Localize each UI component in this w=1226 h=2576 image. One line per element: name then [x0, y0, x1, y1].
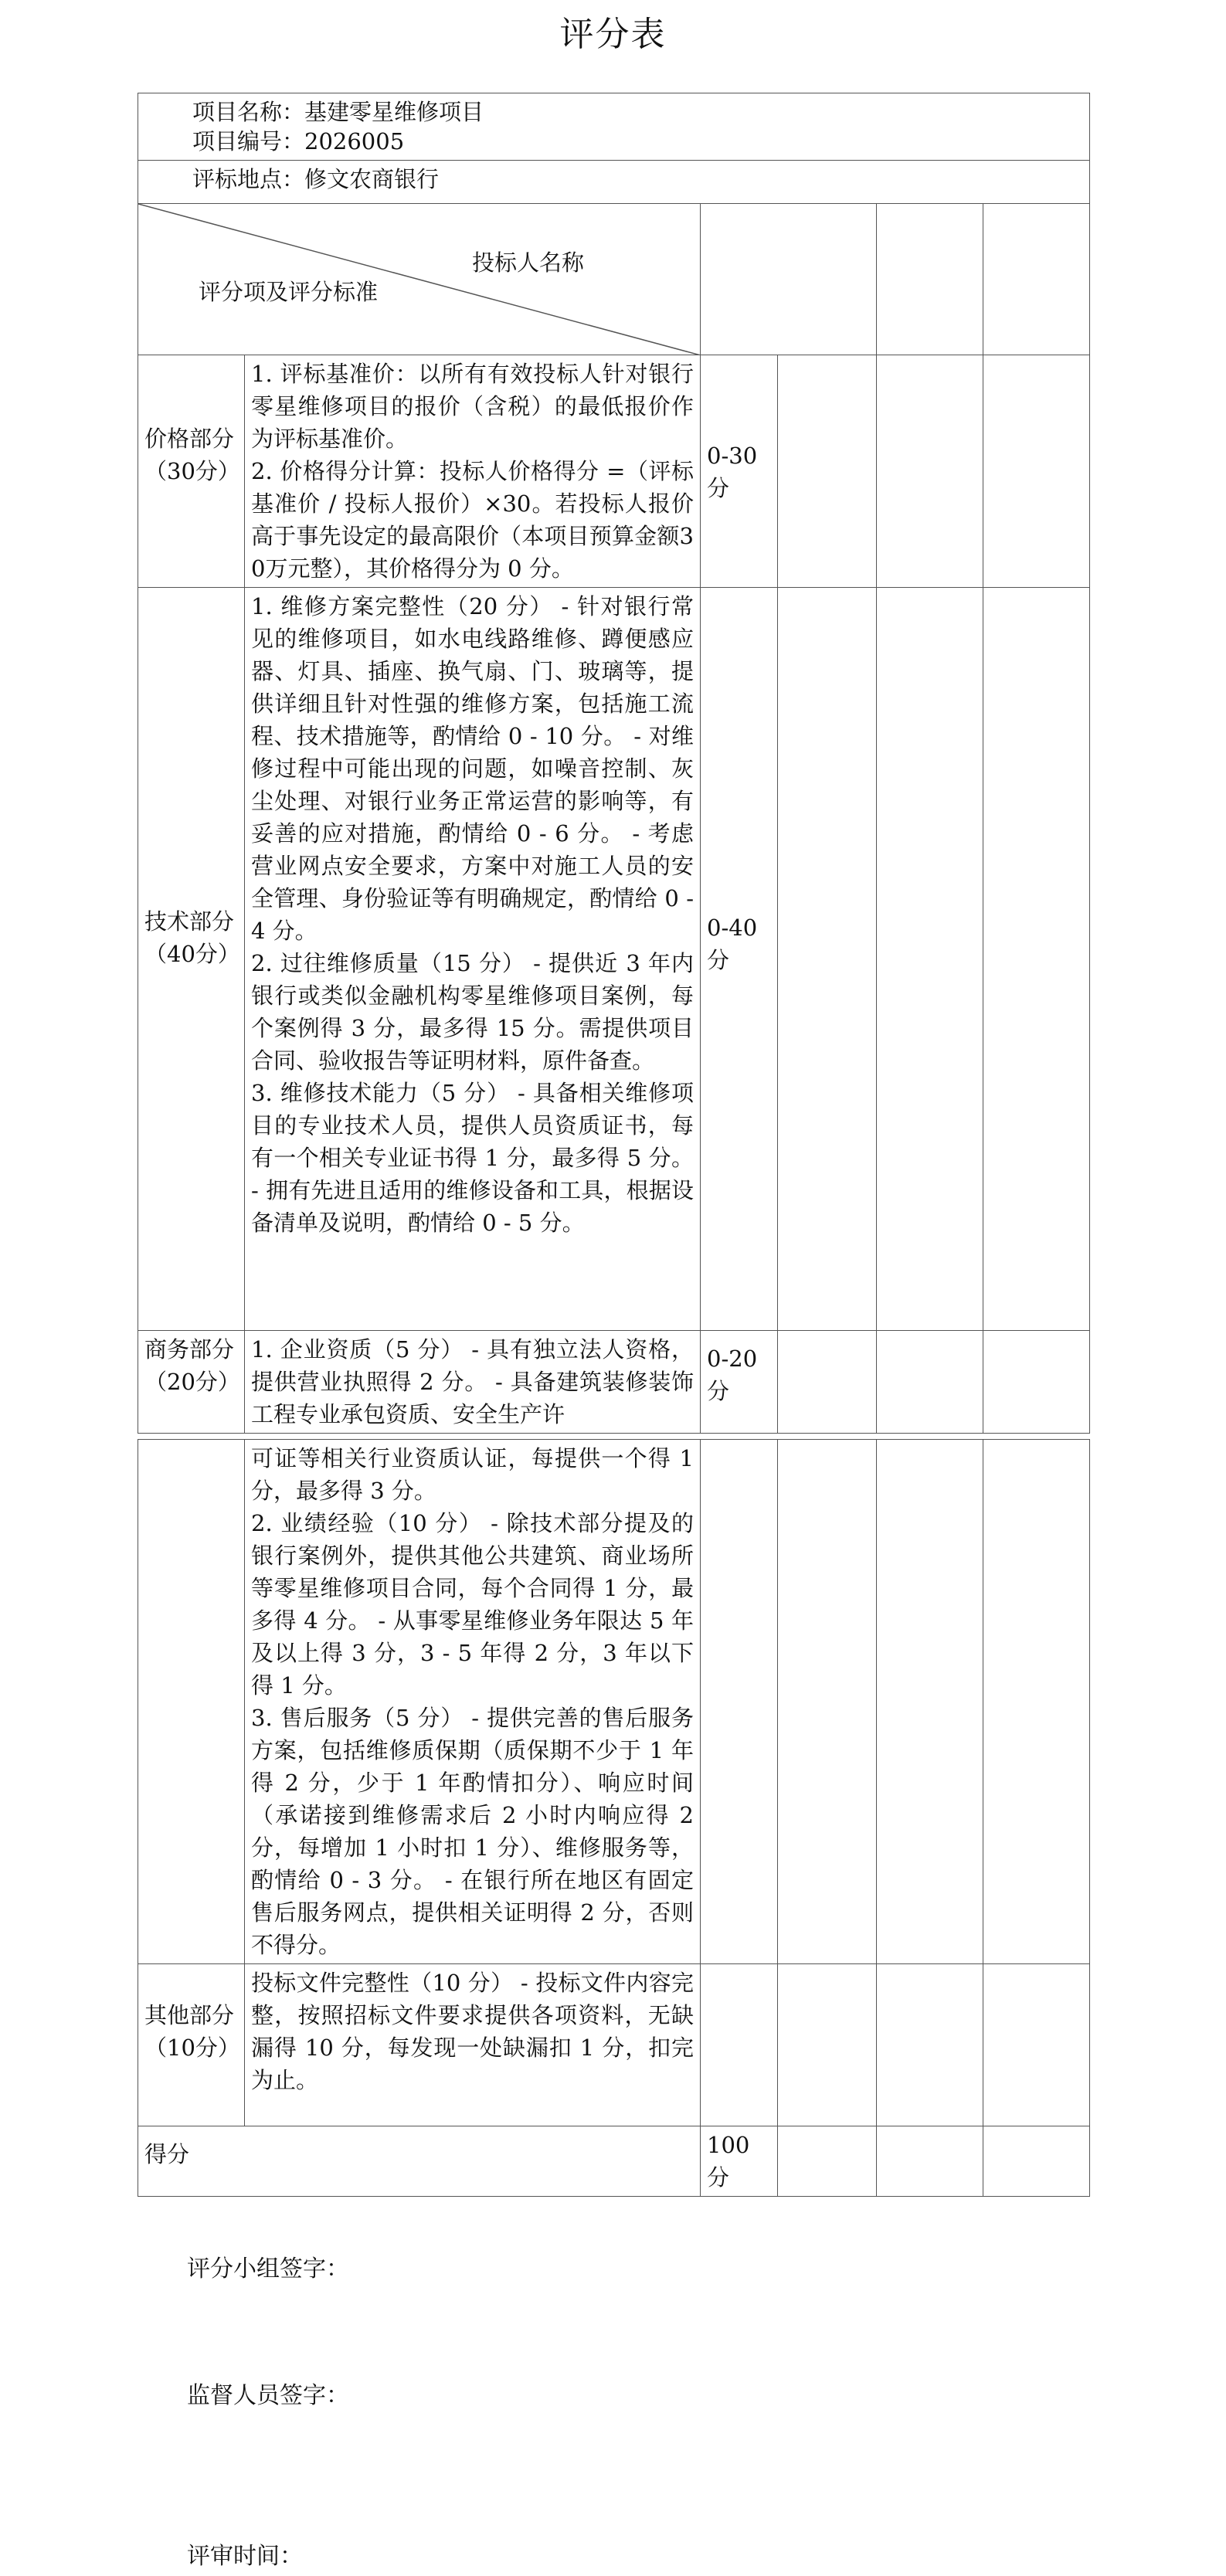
section-label-other: 其他部分（10分） — [138, 1964, 245, 2126]
bidder-1-business-continued — [778, 1440, 877, 1964]
table-row-tech — [138, 588, 1090, 1331]
project-number: 项目编号：2026005 — [192, 128, 405, 154]
bidder-column-1 — [701, 204, 877, 355]
criteria-business-part1: 1. 企业资质（5 分） - 具有独立法人资格，提供营业执照得 2 分。 - 具备建筑装修装饰工程专业承包资质、安全生产许 — [245, 1331, 701, 1434]
bidder-1-total — [778, 2126, 877, 2197]
score-range-other — [701, 1964, 778, 2126]
criteria-header: 评分项及评分标准 — [199, 279, 379, 305]
score-range-tech: 0-40分 — [701, 588, 778, 1331]
bidder-2-tech — [877, 588, 983, 1331]
score-table-page2 — [138, 1439, 1090, 2197]
bidder-column-3 — [983, 204, 1090, 355]
table-row-price — [138, 355, 1090, 588]
table-row-total — [138, 2126, 1090, 2197]
bidder-2-other — [877, 1964, 983, 2126]
score-range-business-continued — [701, 1440, 778, 1964]
criteria-other: 投标文件完整性（10 分） - 投标文件内容完整，按照招标文件要求提供各项资料，无缺漏得 10 分，每发现一处缺漏扣 1 分，扣完为止。 — [245, 1964, 701, 2126]
panel-signature-label: 评分小组签字： — [187, 2255, 349, 2282]
bidder-3-price — [983, 355, 1090, 588]
score-range-business: 0-20分 — [701, 1331, 778, 1434]
bidder-name-header: 投标人名称 — [471, 249, 584, 276]
bidder-1-tech — [778, 588, 877, 1331]
project-info — [138, 93, 1090, 161]
bidder-3-tech — [983, 588, 1090, 1331]
bidder-2-business — [877, 1331, 983, 1434]
criteria-tech: 1. 维修方案完整性（20 分） - 针对银行常见的维修项目，如水电线路维修、蹲便感应器、灯具、插座、换气扇、门、玻璃等，提供详细且针对性强的维修方案，包括施工流程、技术措施等，酌情给 0 - 10 分。 - 对维修过程中可能出现的问题，如噪音控制、灰尘处理、对银行业务正常运营的影响等，有妥善的应对措施，酌情给 0 - 6 分。 - 考虑营业网点安全要求，方案中对施工人员的安全管理、身份验证等有明确规定，酌情给 0 - 4 分。 2. 过往维修质量（15 分） - 提供近 3 年内银行或类似金融机构零星维修项目案例，每个案例得 3 分，最多得 15 分。需提供项目合同、验收报告等证明材料，原件备查。 3. 维修技术能力（5 分） - 具备相关维修项目的专业技术人员，提供人员资质证书，每有一个相关专业证书得 1 分，最多得 5 分。 - 拥有先进且适用的维修设备和工具，根据设备清单及说明，酌情给 0 - 5 分。 — [245, 588, 701, 1331]
project-name: 项目名称：基建零星维修项目 — [192, 99, 484, 125]
bidder-3-business-continued — [983, 1440, 1090, 1964]
bidder-2-business-continued — [877, 1440, 983, 1964]
section-label-tech: 技术部分（40分） — [138, 588, 245, 1331]
diagonal-header-cell — [138, 204, 701, 355]
section-label-business-continued — [138, 1440, 245, 1964]
page-title: 评分表 — [559, 15, 667, 54]
supervisor-signature-label: 监督人员签字： — [187, 2382, 349, 2409]
bidder-1-price — [778, 355, 877, 588]
bidder-3-total — [983, 2126, 1090, 2197]
bidder-2-price — [877, 355, 983, 588]
total-label: 得分 — [138, 2126, 701, 2197]
bidder-3-other — [983, 1964, 1090, 2126]
bidder-1-business — [778, 1331, 877, 1434]
criteria-price: 1. 评标基准价：以所有有效投标人针对银行零星维修项目的报价（含税）的最低报价作为评标基准价。 2. 价格得分计算：投标人价格得分 =（评标基准价 / 投标人报价）×30。若投标人报价高于事先设定的最高限价（本项目预算金额30万元整），其价格得分为 0 分。 — [245, 355, 701, 588]
score-range-price: 0-30分 — [701, 355, 778, 588]
table-row-other — [138, 1964, 1090, 2126]
criteria-business-part2: 可证等相关行业资质认证，每提供一个得 1 分，最多得 3 分。 2. 业绩经验（10 分） - 除技术部分提及的银行案例外，提供其他公共建筑、商业场所等零星维修项目合同，每个合同得 1 分，最多得 4 分。 - 从事零星维修业务年限达 5 年及以上得 3 分，3 - 5 年得 2 分，3 年以下得 1 分。 3. 售后服务（5 分） - 提供完善的售后服务方案，包括维修质保期（质保期不少于 1 年得 2 分，少于 1 年酌情扣分）、响应时间（承诺接到维修需求后 2 小时内响应得 2 分，每增加 1 小时扣 1 分）、维修服务等，酌情给 0 - 3 分。 - 在银行所在地区有固定售后服务网点，提供相关证明得 2 分，否则不得分。 — [245, 1440, 701, 1964]
section-label-price: 价格部分（30分） — [138, 355, 245, 588]
table-row-business — [138, 1331, 1090, 1434]
bidder-2-total — [877, 2126, 983, 2197]
bidder-3-business — [983, 1331, 1090, 1434]
evaluation-location: 评标地点：修文农商银行 — [138, 161, 1090, 204]
total-score: 100分 — [701, 2126, 778, 2197]
table-row-business-continued — [138, 1440, 1090, 1964]
score-table-page1 — [138, 93, 1090, 1434]
section-label-business: 商务部分（20分） — [138, 1331, 245, 1434]
review-date-label: 评审时间： — [187, 2543, 303, 2570]
bidder-1-other — [778, 1964, 877, 2126]
bidder-column-2 — [877, 204, 983, 355]
